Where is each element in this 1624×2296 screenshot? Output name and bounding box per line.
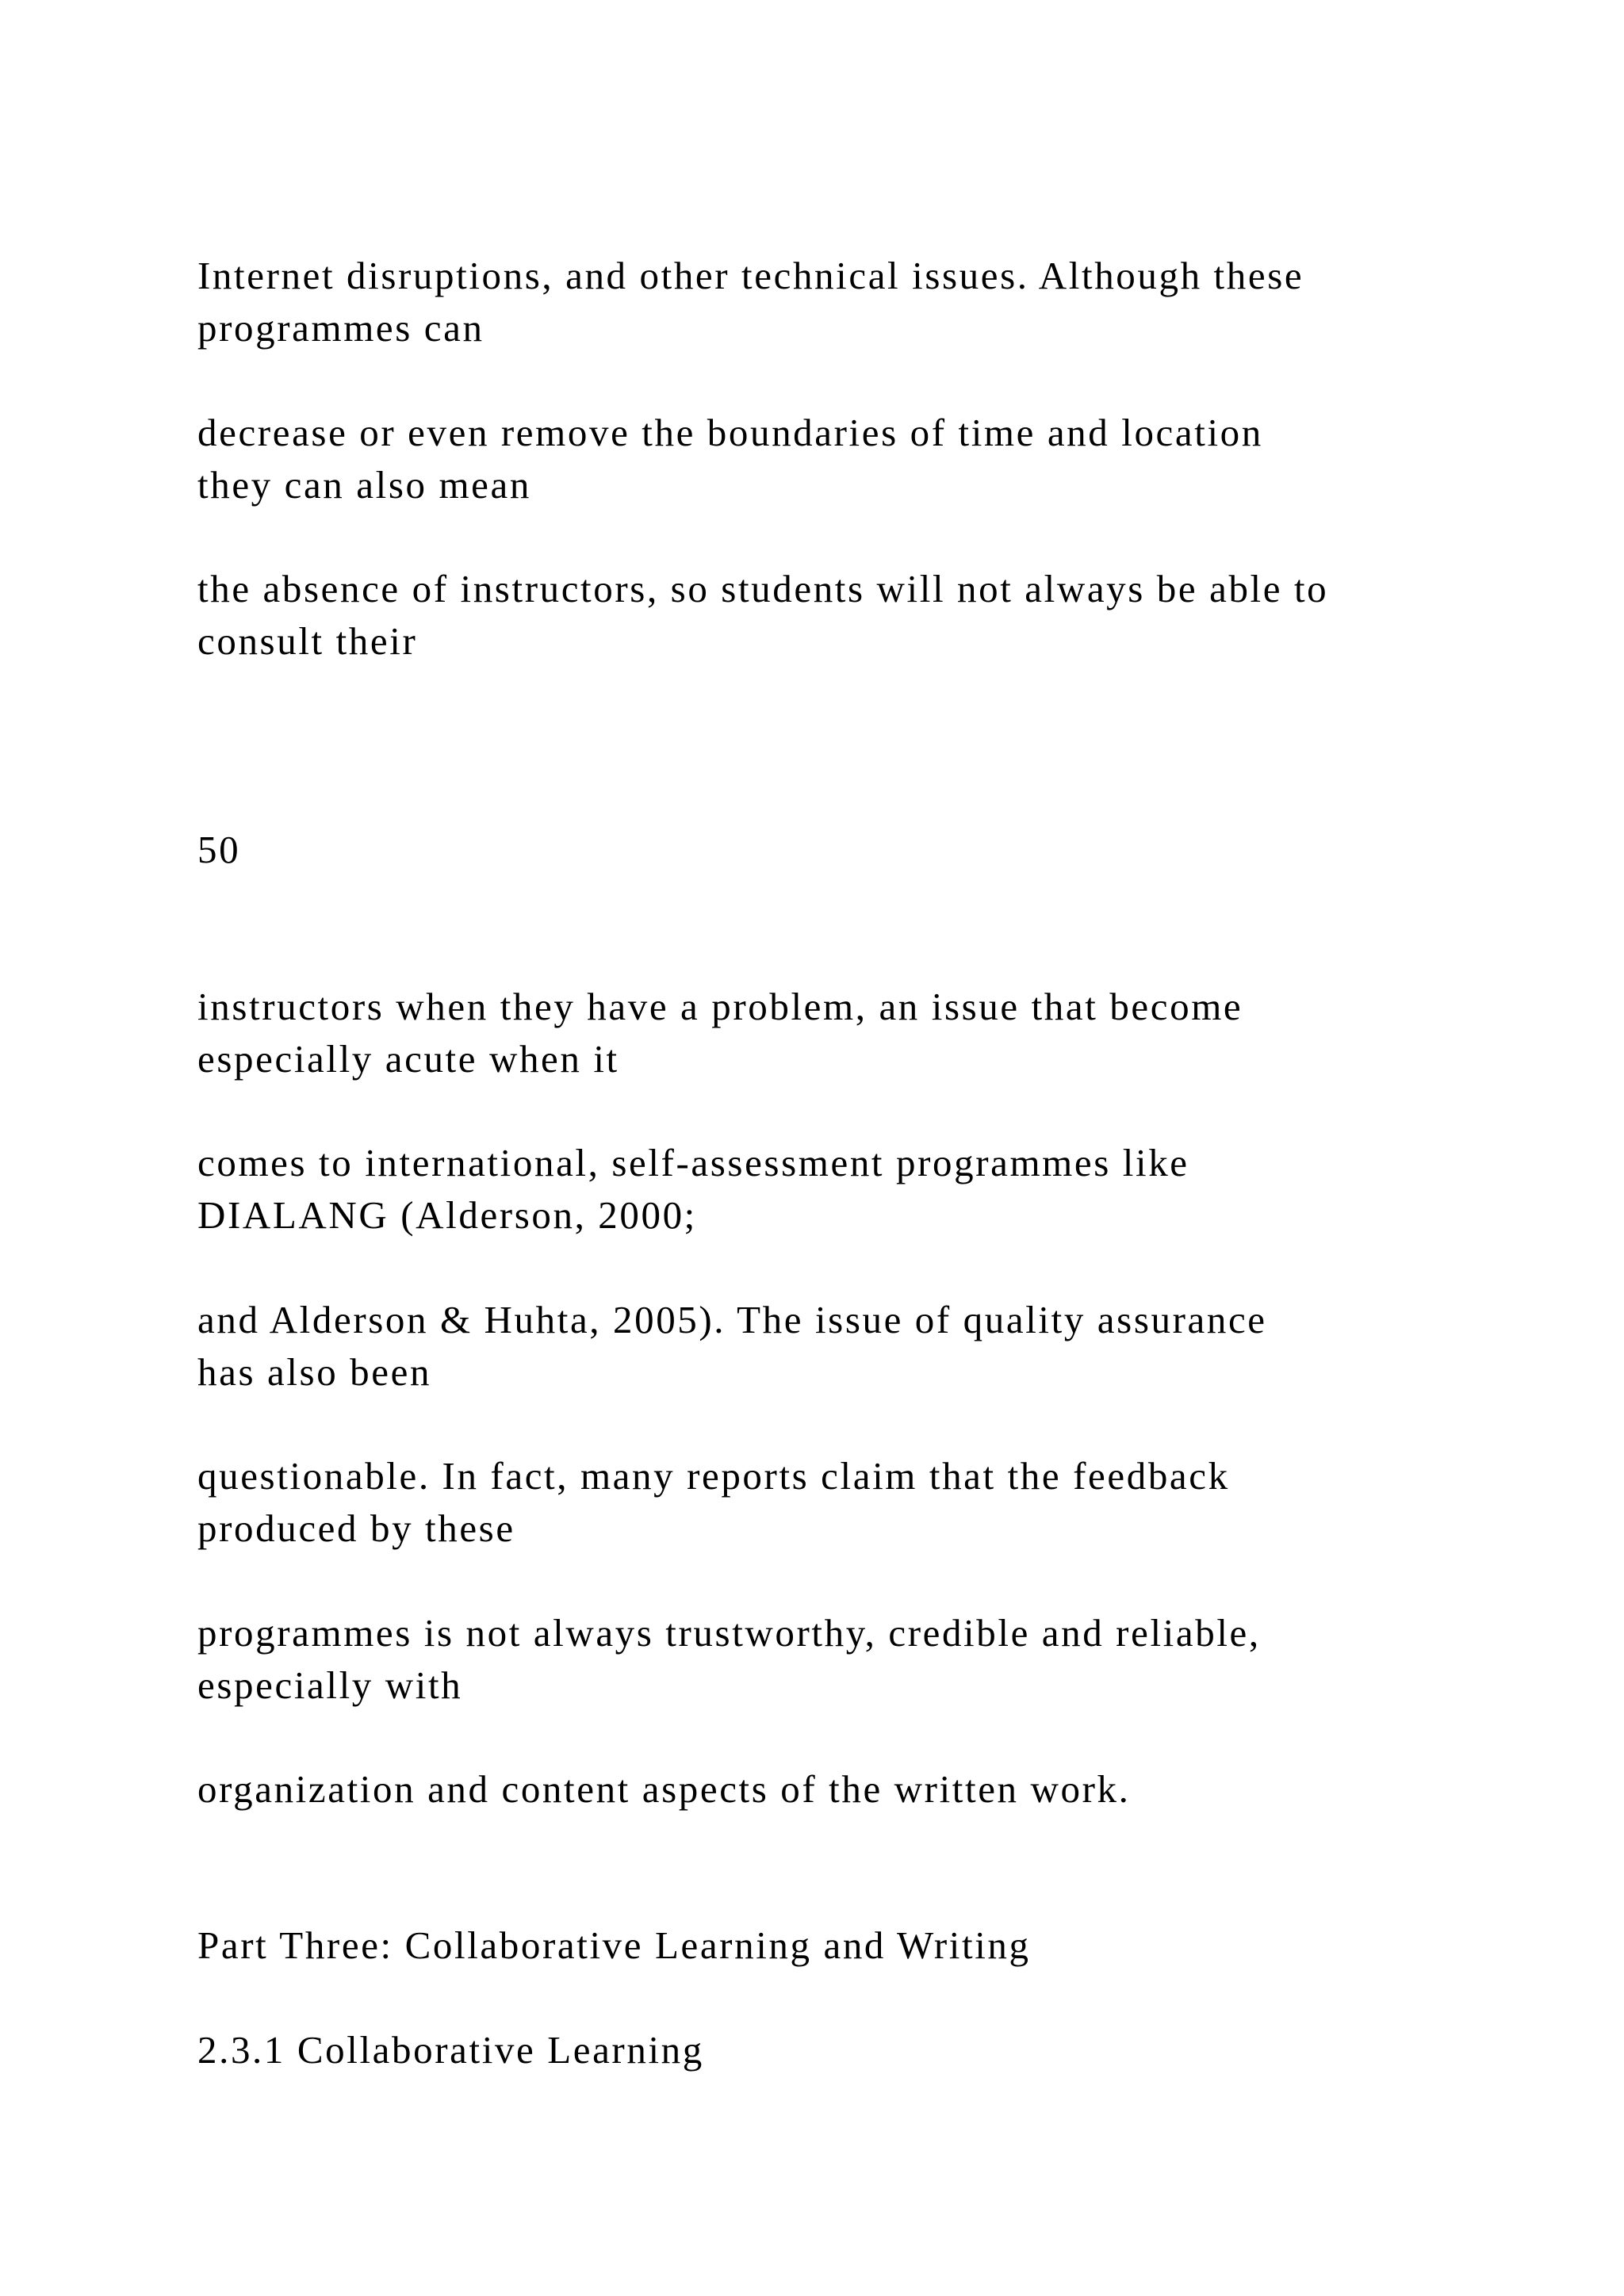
text-line-1: Internet disruptions, and other technical issues. Although these xyxy=(197,254,1304,297)
text-line-11: and Alderson & Huhta, 2005). The issue of quality assurance xyxy=(197,1298,1267,1341)
text-line-15: programmes is not always trustworthy, credible and reliable, xyxy=(197,1611,1261,1655)
subsection-heading: 2.3.1 Collaborative Learning xyxy=(197,2028,704,2072)
section-heading: Part Three: Collaborative Learning and Writing xyxy=(197,1923,1031,1967)
text-line-14: produced by these xyxy=(197,1506,515,1550)
text-line-12: has also been xyxy=(197,1350,432,1394)
text-line-6: consult their xyxy=(197,619,418,663)
text-line-9: comes to international, self-assessment programmes like xyxy=(197,1141,1189,1184)
text-line-7: instructors when they have a problem, an issue that become xyxy=(197,985,1243,1028)
text-line-4: they can also mean xyxy=(197,463,531,507)
text-line-3: decrease or even remove the boundaries of time and location xyxy=(197,411,1263,454)
text-line-16: especially with xyxy=(197,1663,463,1707)
text-line-13: questionable. In fact, many reports claim that the feedback xyxy=(197,1454,1230,1498)
text-line-10: DIALANG (Alderson, 2000; xyxy=(197,1193,697,1237)
text-line-2: programmes can xyxy=(197,306,485,350)
text-line-8: especially acute when it xyxy=(197,1037,619,1081)
page-number: 50 xyxy=(197,828,241,871)
text-line-5: the absence of instructors, so students will not always be able to xyxy=(197,567,1329,610)
text-line-17: organization and content aspects of the written work. xyxy=(197,1767,1131,1811)
